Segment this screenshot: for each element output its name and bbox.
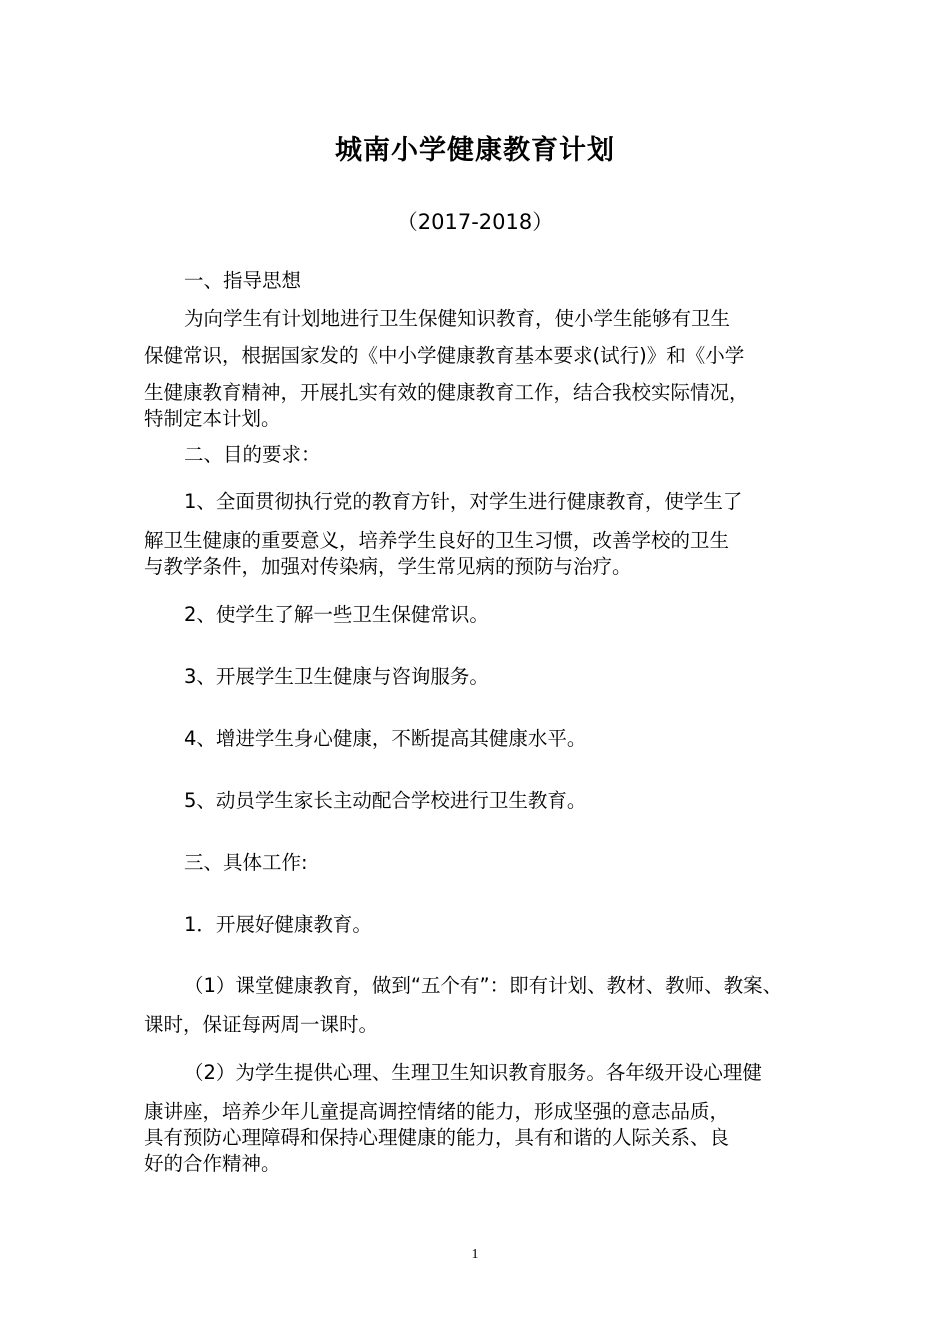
paragraph-line: （2）为学生提供心理、生理卫生知识教育服务。各年级开设心理健 <box>184 1061 762 1084</box>
paragraph-line: 解卫生健康的重要意义，培养学生良好的卫生习惯，改善学校的卫生 <box>144 529 730 552</box>
section-heading-guiding-ideology: 一、指导思想 <box>184 269 302 292</box>
section-heading-specific-work: 三、具体工作: <box>184 851 308 874</box>
list-item: 3、开展学生卫生健康与咨询服务。 <box>184 665 489 688</box>
paragraph-line: 具有预防心理障碍和保持心理健康的能力，具有和谐的人际关系、良 <box>144 1126 730 1149</box>
document-title: 城南小学健康教育计划 <box>335 135 615 166</box>
paragraph-line: 为向学生有计划地进行卫生保健知识教育，使小学生能够有卫生 <box>184 307 731 330</box>
paragraph-line: 好的合作精神。 <box>144 1152 281 1175</box>
paragraph-line: 课时，保证每两周一课时。 <box>144 1013 379 1036</box>
paragraph-line: （1）课堂健康教育，做到“五个有”：即有计划、教材、教师、教案、 <box>184 974 783 997</box>
list-item: 5、动员学生家长主动配合学校进行卫生教育。 <box>184 789 587 812</box>
document-subtitle: （2017-2018） <box>396 210 554 234</box>
list-item: 2、使学生了解一些卫生保健常识。 <box>184 603 489 626</box>
paragraph-line: 康讲座，培养少年儿童提高调控情绪的能力，形成坚强的意志品质， <box>144 1100 730 1123</box>
paragraph-line: 保健常识，根据国家发的《中小学健康教育基本要求(试行)》和《小学 <box>144 344 745 367</box>
paragraph-line: 与教学条件，加强对传染病，学生常见病的预防与治疗。 <box>144 555 632 578</box>
section-heading-objectives: 二、目的要求： <box>184 443 321 466</box>
paragraph-line: 生健康教育精神，开展扎实有效的健康教育工作，结合我校实际情况， <box>144 381 749 404</box>
paragraph-line: 1、全面贯彻执行党的教育方针，对学生进行健康教育，使学生了 <box>184 490 743 513</box>
list-item: 4、增进学生身心健康，不断提高其健康水平。 <box>184 727 587 750</box>
page-number: 1 <box>471 1247 479 1262</box>
list-item: 1．开展好健康教育。 <box>184 913 372 936</box>
paragraph-line: 特制定本计划。 <box>144 407 281 430</box>
